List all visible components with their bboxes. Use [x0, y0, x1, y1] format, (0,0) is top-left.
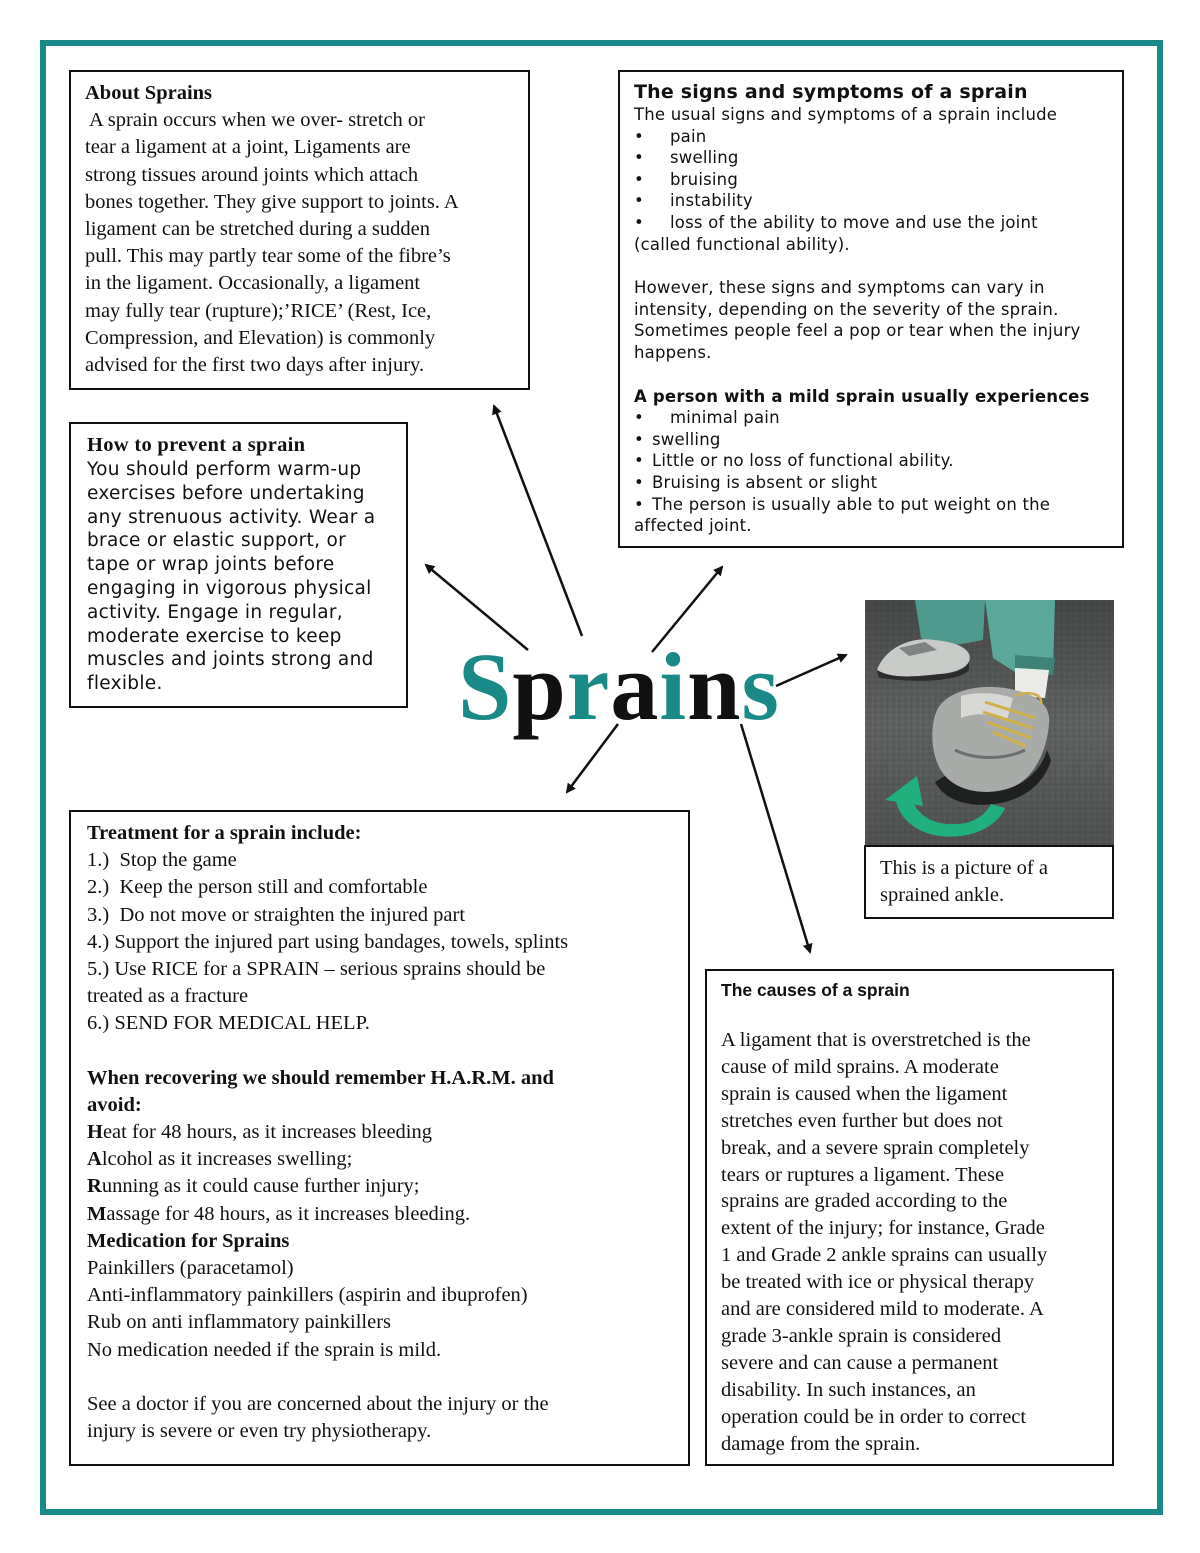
harm-letter: M — [87, 1202, 107, 1225]
harm-letter: H — [87, 1121, 103, 1144]
bullet-item: • instability — [634, 190, 1108, 212]
harm-text: assage for 48 hours, as it increases bleeding. — [106, 1202, 471, 1225]
text-line: Sometimes people feel a pop or tear when the injury — [634, 321, 1081, 341]
treatment-steps — [87, 847, 672, 1037]
text-line: exercises before undertaking — [87, 482, 365, 504]
text-line: injury is severe or even try physiotherapy. — [87, 1420, 432, 1443]
signs-paragraph — [634, 277, 1108, 363]
harm-item — [87, 1173, 672, 1200]
harm-text: eat for 48 hours, as it increases bleeding — [102, 1121, 432, 1144]
text-line: engaging in vigorous physical — [87, 577, 372, 599]
text-line: moderate exercise to keep — [87, 625, 342, 647]
about-sprains-box — [69, 70, 530, 390]
text-line: severe and can cause a permanent — [721, 1351, 999, 1374]
signs-bullet-list — [634, 126, 1108, 234]
text-line: happens. — [634, 342, 712, 362]
harm-list — [87, 1119, 672, 1228]
text-line: Anti-inflammatory painkillers (aspirin and ibuprofen) — [87, 1284, 528, 1307]
harm-item — [87, 1119, 672, 1146]
text-line: However, these signs and symptoms can vary in — [634, 278, 1045, 298]
harm-item — [87, 1201, 672, 1228]
harm-letter: R — [87, 1175, 102, 1198]
text-line: cause of mild sprains. A moderate — [721, 1055, 999, 1078]
treatment-closing — [87, 1391, 672, 1445]
signs-symptoms-box — [618, 70, 1124, 548]
signs-bullet-tail: (called functional ability). — [634, 234, 850, 254]
text-line: 2.) Keep the person still and comfortable — [87, 876, 428, 899]
bullet-item: • Little or no loss of functional ability. — [634, 450, 1108, 472]
causes-heading: The causes of a sprain — [721, 980, 910, 1000]
text-line: A sprain occurs when we over- stretch or — [85, 109, 426, 132]
about-heading: About Sprains — [85, 82, 213, 104]
signs-heading: The signs and symptoms of a sprain — [634, 81, 1028, 103]
text-line: tear a ligament at a joint, Ligaments are — [85, 136, 411, 159]
bullet-item: • loss of the ability to move and use the joint — [634, 212, 1108, 234]
text-line: activity. Engage in regular, — [87, 601, 343, 623]
about-text — [85, 107, 514, 379]
harm-letter: A — [87, 1148, 102, 1171]
text-line: break, and a severe sprain completely — [721, 1136, 1030, 1159]
harm-text: lcohol as it increases swelling; — [101, 1148, 353, 1171]
text-line: ligament can be stretched during a sudden — [85, 218, 430, 241]
causes-box — [705, 969, 1114, 1466]
treatment-heading: Treatment for a sprain include: — [87, 822, 362, 844]
prevent-sprain-box — [69, 422, 408, 708]
harm-text: unning as it could cause further injury; — [101, 1175, 420, 1198]
title-letter: a — [610, 633, 660, 740]
text-line: 4.) Support the injured part using bandages, towels, splints — [87, 930, 569, 953]
text-line: brace or elastic support, or — [87, 530, 346, 552]
text-line: See a doctor if you are concerned about the injury or the — [87, 1392, 549, 1415]
text-line: muscles and joints strong and — [87, 649, 374, 671]
text-line: may fully tear (rupture);’RICE’ (Rest, Ice, — [85, 299, 432, 322]
text-line: be treated with ice or physical therapy — [721, 1271, 1035, 1294]
text-line: You should perform warm-up — [87, 459, 362, 480]
text-line: Painkillers (paracetamol) — [87, 1257, 294, 1280]
mild-bullet-list — [634, 429, 1108, 515]
medication-list — [87, 1255, 672, 1364]
title-letter: n — [687, 633, 742, 740]
text-line: sprains are graded according to the — [721, 1190, 1008, 1213]
bullet-item: • Bruising is absent or slight — [634, 472, 1108, 494]
text-line: any strenuous activity. Wear a — [87, 506, 376, 528]
bullet-item: • bruising — [634, 169, 1108, 191]
causes-text — [721, 1027, 1098, 1458]
signs-intro: The usual signs and symptoms of a sprain include — [634, 105, 1058, 124]
title-letter: p — [512, 633, 567, 740]
text-line: Rub on anti inflammatory painkillers — [87, 1311, 392, 1334]
bullet-item: • The person is usually able to put weight on the — [634, 494, 1108, 516]
prevent-heading: How to prevent a sprain — [87, 434, 306, 456]
text-line: 1 and Grade 2 ankle sprains can usually — [721, 1244, 1048, 1267]
mild-heading: A person with a mild sprain usually experiences — [634, 386, 1090, 406]
bullet-item: • swelling — [634, 147, 1108, 169]
text-line: tears or ruptures a ligament. These — [721, 1163, 1005, 1186]
harm-item — [87, 1146, 672, 1173]
mild-bullet-first: • minimal pain — [634, 407, 1108, 429]
title-letter: S — [458, 633, 513, 740]
text-line: This is a picture of a — [880, 857, 1048, 879]
prevent-text — [87, 458, 390, 696]
text-line: strong tissues around joints which attach — [85, 163, 419, 186]
sprained-ankle-photo — [865, 600, 1114, 847]
text-line: advised for the first two days after injury. — [85, 354, 425, 377]
text-line: intensity, depending on the severity of the sprain. — [634, 299, 1059, 319]
title-letter: s — [741, 633, 780, 740]
text-line: 1.) Stop the game — [87, 849, 237, 872]
text-line: and are considered mild to moderate. A — [721, 1298, 1044, 1321]
text-line: No medication needed if the sprain is mild. — [87, 1338, 442, 1361]
text-line: operation could be in order to correct — [721, 1405, 1027, 1428]
bullet-item: • swelling — [634, 429, 1108, 451]
text-line: Compression, and Elevation) is commonly — [85, 326, 436, 349]
title-letter: r — [566, 633, 611, 740]
text-line: A ligament that is overstretched is the — [721, 1029, 1031, 1051]
harm-heading: When recovering we should remember H.A.R.M. and — [87, 1066, 554, 1089]
text-line: disability. In such instances, an — [721, 1378, 976, 1401]
text-line: 6.) SEND FOR MEDICAL HELP. — [87, 1012, 370, 1035]
text-line: in the ligament. Occasionally, a ligament — [85, 272, 421, 295]
text-line: stretches even further but does not — [721, 1109, 1003, 1132]
title-letter: i — [659, 633, 688, 740]
treatment-box — [69, 810, 690, 1466]
text-line: bones together. They give support to joints. A — [85, 190, 459, 213]
bullet-item: • pain — [634, 126, 1108, 148]
text-line: flexible. — [87, 673, 163, 695]
text-line: pull. This may partly tear some of the fibre’s — [85, 245, 451, 268]
page-title — [458, 632, 780, 742]
caption-text — [880, 855, 1098, 909]
text-line: sprain is caused when the ligament — [721, 1082, 1008, 1105]
text-line: sprained ankle. — [880, 884, 1005, 906]
text-line: treated as a fracture — [87, 985, 249, 1008]
text-line: 5.) Use RICE for a SPRAIN – serious sprains should be — [87, 958, 546, 981]
text-line: 3.) Do not move or straighten the injured part — [87, 903, 466, 926]
medication-heading: Medication for Sprains — [87, 1229, 290, 1252]
text-line: damage from the sprain. — [721, 1432, 921, 1455]
harm-heading-cont: avoid: — [87, 1093, 142, 1116]
mild-tail: affected joint. — [634, 516, 752, 536]
text-line: tape or wrap joints before — [87, 554, 335, 576]
photo-caption — [864, 845, 1114, 919]
text-line: extent of the injury; for instance, Grade — [721, 1217, 1045, 1240]
text-line: grade 3-ankle sprain is considered — [721, 1324, 1002, 1347]
